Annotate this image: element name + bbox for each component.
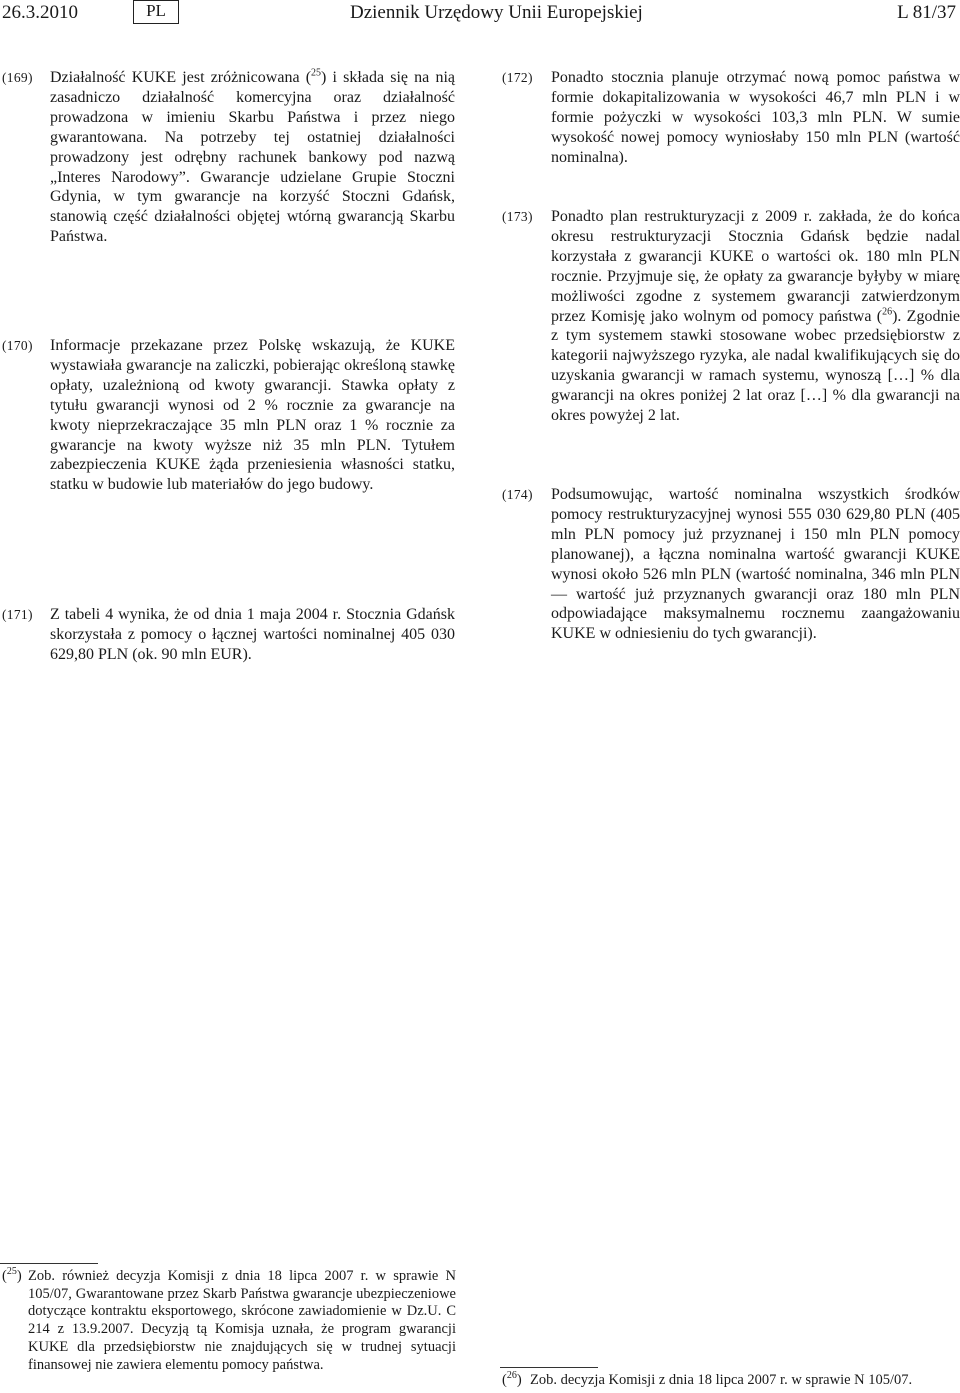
- journal-title: Dziennik Urzędowy Unii Europejskiej: [350, 2, 643, 23]
- paragraph-number: (169): [2, 70, 33, 85]
- footnote-26: [500, 1372, 958, 1390]
- paragraph-text: [551, 207, 960, 426]
- footnote-text: Zob. również decyzja Komisji z dnia 18 lipca 2007 r. w sprawie N 105/07, Gwarantowane przez Skarb Państwa gwarancje ubezpieczeniowe dotyczące kontraktu eksportowego, skrócone zawiadomienie w Dz.U. C 214 z 13.9.2007. Decyzją tą Komisja uznała, że program gwarancji KUKE dla przedsiębiorstw nie znajdujących się w trudnej sytuacji finansowej nie zawiera elementu pomocy państwa.: [28, 1268, 456, 1373]
- paragraph-174: [500, 485, 960, 644]
- footnote-text: Zob. decyzja Komisji z dnia 18 lipca 2007 r. w sprawie N 105/07.: [530, 1372, 913, 1388]
- paragraph-number: (172): [502, 70, 533, 85]
- footnote-marker-paren: ): [516, 1372, 522, 1388]
- footnote-marker-paren: (: [502, 1372, 507, 1388]
- page-number: L 81/37: [897, 2, 956, 23]
- footnote-25: [0, 1268, 456, 1374]
- paragraph-171: [0, 605, 455, 665]
- footnote-marker-number: 25: [6, 1266, 17, 1278]
- footnote-marker-paren: ): [16, 1268, 22, 1284]
- language-badge: PL: [133, 0, 179, 24]
- paragraph-number: (174): [502, 487, 533, 502]
- paragraph-text: [50, 68, 455, 247]
- footnote-ref[interactable]: 25: [311, 67, 322, 79]
- paragraph-text: Informacje przekazane przez Polskę wskazują, że KUKE wystawiała gwarancje na zaliczki, pobierając określoną stawkę opłaty, uzależnioną od kwoty gwarancji. Stawka opłaty z tytułu gwarancji wynosi od 2 % rocznie za gwarancje na kwoty nieprzekraczające 35 mln PLN oraz 1 % rocznie za gwarancje na kwoty wyższe niż 35 mln PLN. Tytułem zabezpieczenia KUKE żąda przeniesienia własności statku, statku w budowie lub materiałów do jego budowy.: [50, 337, 455, 494]
- paragraph-text: Ponadto stocznia planuje otrzymać nową pomoc państwa w formie dokapitalizowania w wysokości 46,7 mln PLN i w formie pożyczki w wysokości 103,3 mln PLN. W sumie wysokość nowej pomocy wyniosłaby 150 mln PLN (wartość nominalna).: [551, 69, 960, 166]
- paragraph-number: (173): [502, 209, 533, 224]
- paragraph-text-part: ). Zgodnie z tym systemem stawki stosowane wobec przedsiębiorstw z kategorii najwyższego ryzyka, ale nadal kwalifikujących się do uzyskania gwarancji w ramach systemu, wynoszą […] % dla gwarancji na okres poniżej 2 lat oraz […] % dla gwarancji na okres powyżej 2 lat.: [551, 307, 960, 425]
- paragraph-text-part: Działalność KUKE jest zróżnicowana (: [50, 69, 312, 86]
- paragraph-173: [500, 207, 960, 426]
- footnote-marker: [502, 1372, 522, 1390]
- paragraph-text: Podsumowując, wartość nominalna wszystkich środków pomocy restrukturyzacyjnej wynosi 555 030 629,80 PLN (405 mln PLN pomocy już przyznanej i 150 mln PLN pomocy planowanej), a łączna nominalna wartość gwarancji KUKE wynosi około 526 mln PLN (wartość nominalna, 346 mln PLN — wartość już przyznanych gwarancji oraz 180 mln PLN odpowiadające maksymalnemu rocznemu zaangażowaniu KUKE w odniesieniu do tych gwarancji).: [551, 486, 960, 643]
- footnote-marker-paren: (: [2, 1268, 7, 1284]
- paragraph-172: [500, 68, 960, 168]
- paragraph-number: (170): [2, 338, 33, 353]
- publication-date: 26.3.2010: [2, 2, 78, 23]
- footnote-marker: [2, 1268, 22, 1286]
- paragraph-169: [0, 68, 455, 247]
- paragraph-number: (171): [2, 607, 33, 622]
- footnote-divider: [0, 1263, 98, 1264]
- footnote-divider: [500, 1367, 598, 1368]
- paragraph-text-part: Ponadto plan restrukturyzacji z 2009 r. zakłada, że do końca okresu restrukturyzacji Stocznia Gdańsk będzie nadal korzystała z gwarancji KUKE o wartości ok. 180 mln PLN rocznie. Przyjmuje się, że opłaty za gwarancje byłyby w miarę możliwości zgodne z systemem gwarancji zatwierdzonym przez Komisję jako wolnym od pomocy państwa (: [551, 208, 960, 325]
- page-header: [0, 0, 960, 30]
- footnote-marker-number: 26: [506, 1370, 517, 1382]
- paragraph-text-part: ) i składa się na nią zasadniczo działalność komercyjna oraz działalność prowadzona w imieniu Skarbu Państwa i przez niego gwarantowana. Na potrzeby tej ostatniej działalności prowadzony jest odrębny rachunek bankowy pod nazwą „Interes Narodowy”. Gwarancje udzielane Grupie Stoczni Gdynia, w tym gwarancje na korzyść Stoczni Gdańsk, stanowią część działalności objętej wtórną gwarancją Skarbu Państwa.: [50, 69, 455, 246]
- paragraph-text: Z tabeli 4 wynika, że od dnia 1 maja 2004 r. Stocznia Gdańsk skorzystała z pomocy o łącznej wartości nominalnej 405 030 629,80 PLN (ok. 90 mln EUR).: [50, 606, 455, 663]
- footnote-ref[interactable]: 26: [882, 306, 893, 318]
- paragraph-170: [0, 336, 455, 495]
